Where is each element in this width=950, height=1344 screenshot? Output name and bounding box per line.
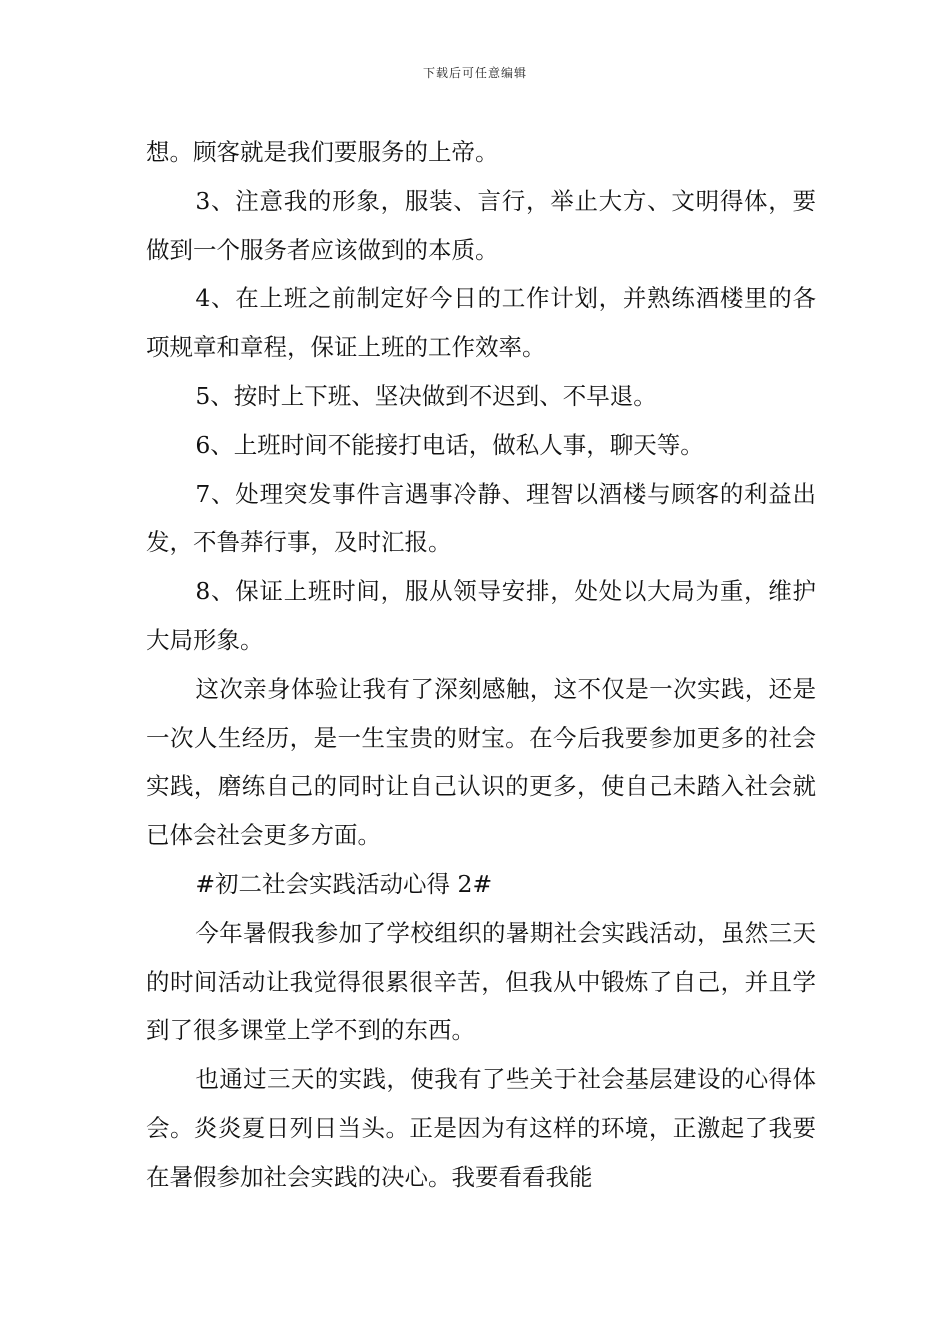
paragraph-item-4: 4、在上班之前制定好今日的工作计划，并熟练酒楼里的各项规章和章程，保证上班的工作效率。 <box>146 284 816 362</box>
paragraph-intro: 今年暑假我参加了学校组织的暑期社会实践活动，虽然三天的时间活动让我觉得很累很辛苦，但我从中锻炼了自己，并且学到了很多课堂上学不到的东西。 <box>146 918 816 1045</box>
page-header: 下载后可任意编辑 <box>422 66 527 80</box>
document-body <box>146 128 816 1202</box>
paragraph-item-7: 7、处理突发事件言遇事冷静、理智以酒楼与顾客的利益出发，不鲁莽行事，及时汇报。 <box>146 479 816 557</box>
paragraph-item-6: 6、上班时间不能接打电话，做私人事，聊天等。 <box>195 430 704 459</box>
paragraph-continuation: 想。顾客就是我们要服务的上帝。 <box>146 138 499 166</box>
paragraph-item-5: 5、按时上下班、坚决做到不迟到、不早退。 <box>195 381 657 410</box>
paragraph-item-8: 8、保证上班时间，服从领导安排，处处以大局为重，维护大局形象。 <box>146 577 816 654</box>
paragraph-reflection: 这次亲身体验让我有了深刻感触，这不仅是一次实践，还是一次人生经历，是一生宝贵的财宝。在今后我要参加更多的社会实践，磨练自己的同时让自己认识的更多，使自己未踏入社会就已体会社会更多方面。 <box>146 674 816 850</box>
section-heading: #初二社会实践活动心得 2# <box>195 869 493 898</box>
paragraph-experience: 也通过三天的实践，使我有了些关于社会基层建设的心得体会。炎炎夏日列日当头。正是因为有这样的环境，正激起了我要在暑假参加社会实践的决心。我要看看我能 <box>146 1065 816 1191</box>
paragraph-item-3: 3、注意我的形象，服装、言行，举止大方、文明得体，要做到一个服务者应该做到的本质。 <box>146 186 816 264</box>
